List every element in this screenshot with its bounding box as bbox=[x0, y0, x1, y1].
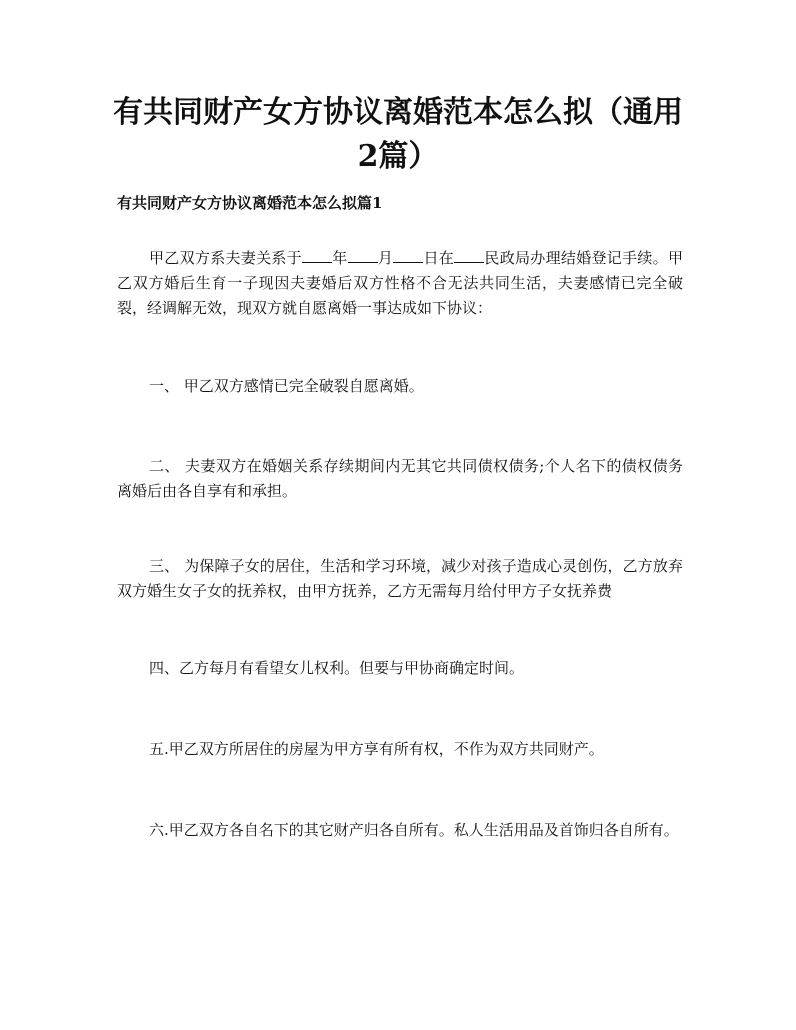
document-title-line-2: 2篇） bbox=[357, 139, 439, 174]
day-blank bbox=[393, 246, 423, 263]
intro-text-4: 日在 bbox=[423, 249, 455, 267]
clause-6: 六.甲乙双方各自名下的其它财产归各自所有。私人生活用品及首饰归各自所有。 bbox=[149, 821, 679, 839]
intro-text-3: 月 bbox=[377, 249, 394, 267]
clause-2: 二、 夫妻双方在婚姻关系存续期间内无其它共同债权债务;个人名下的债权债务离婚后由各自享有和承担。 bbox=[117, 457, 683, 500]
bureau-blank bbox=[454, 246, 484, 263]
clause-1: 一、 甲乙双方感情已完全破裂自愿离婚。 bbox=[149, 377, 424, 395]
intro-paragraph bbox=[117, 246, 683, 321]
year-blank bbox=[302, 246, 332, 263]
intro-text-2: 年 bbox=[331, 249, 348, 267]
clause-4: 四、乙方每月有看望女儿权利。但要与甲协商确定时间。 bbox=[149, 659, 525, 677]
clause-3: 三、 为保障子女的居住，生活和学习环境，减少对孩子造成心灵创伤，乙方放弃双方婚生女子女的抚养权，由甲方抚养，乙方无需每月给付甲方子女抚养费 bbox=[117, 557, 683, 600]
intro-text-5: 民政局办理结婚登记手续。甲乙双方婚后生育一子现因夫妻婚后双方性格不合无法共同生活，夫妻感情已完全破裂，经调解无效，现双方就自愿离婚一事达成如下协议： bbox=[117, 249, 683, 317]
intro-text-1: 甲乙双方系夫妻关系于 bbox=[149, 249, 302, 267]
month-blank bbox=[348, 246, 378, 263]
clause-5: 五.甲乙双方所居住的房屋为甲方享有所有权，不作为双方共同财产。 bbox=[149, 740, 604, 758]
document-title-line-1: 有共同财产女方协议离婚范本怎么拟（通用 bbox=[113, 95, 683, 130]
section-subtitle: 有共同财产女方协议离婚范本怎么拟篇1 bbox=[117, 194, 383, 212]
